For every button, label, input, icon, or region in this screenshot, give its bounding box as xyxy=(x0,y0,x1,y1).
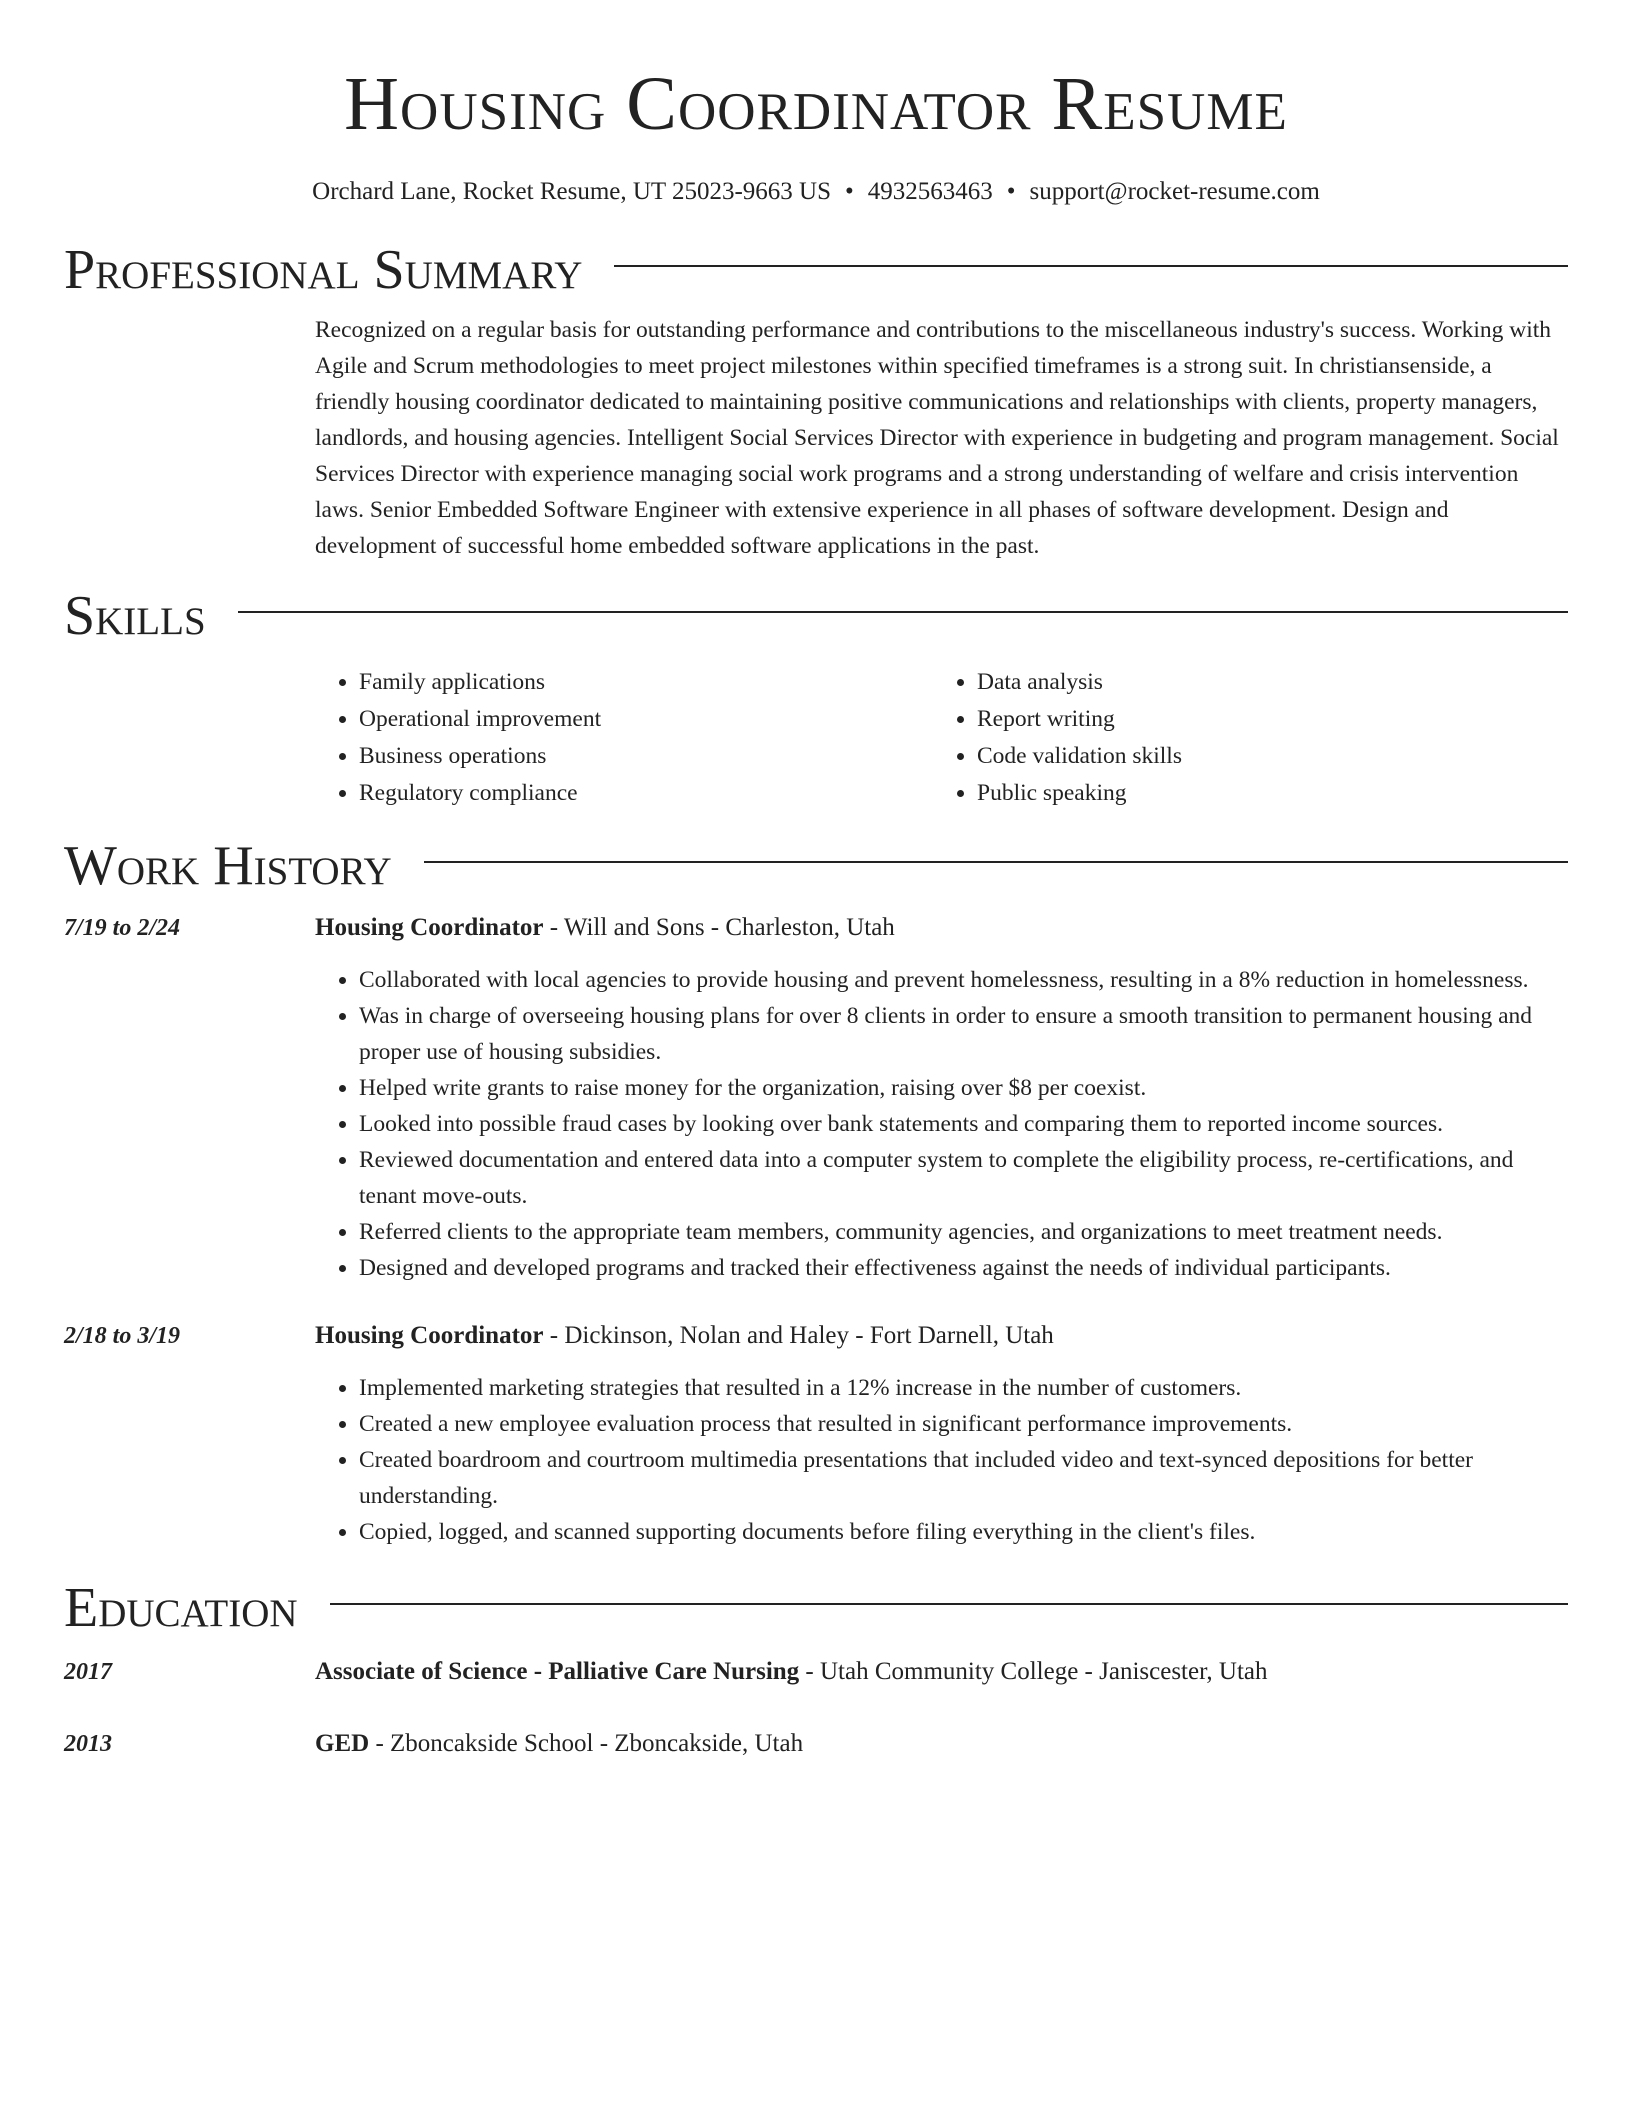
job-bullet: • Reviewed documentation and entered data into a computer system to complete the eligibility process, re-certifications, and tenant move-outs. xyxy=(359,1142,1568,1214)
education-details: - Zboncakside School - Zboncakside, Utah xyxy=(369,1730,804,1757)
summary-heading: Professional Summary xyxy=(64,239,583,301)
job-entry xyxy=(64,1318,1568,1550)
job-details: - Dickinson, Nolan and Haley - Fort Darnell, Utah xyxy=(543,1322,1054,1349)
job-title: Housing Coordinator xyxy=(315,1322,544,1349)
contact-phone: 4932563463 xyxy=(867,178,993,205)
skill-item: • Data analysis xyxy=(977,664,1551,701)
skills-section-header xyxy=(64,584,1568,648)
education-degree: GED xyxy=(315,1730,370,1757)
job-entry xyxy=(64,910,1568,1286)
education-line xyxy=(315,1654,1268,1690)
job-bullet: • Looked into possible fraud cases by looking over bank statements and comparing them to reported income sources. xyxy=(359,1106,1568,1142)
contact-separator: • xyxy=(1006,178,1016,205)
education-entry xyxy=(64,1654,1568,1690)
skills-column-right xyxy=(933,664,1551,812)
education-section-header xyxy=(64,1576,1568,1640)
job-details: - Will and Sons - Charleston, Utah xyxy=(543,914,895,941)
job-title-line xyxy=(315,910,1568,946)
job-bullets xyxy=(315,1370,1568,1550)
skills-column-left xyxy=(315,664,933,812)
education-line xyxy=(315,1726,803,1762)
skill-item: • Business operations xyxy=(359,738,933,775)
education-details: - Utah Community College - Janiscester, Utah xyxy=(799,1658,1268,1685)
summary-body xyxy=(315,312,1568,564)
contact-line xyxy=(64,176,1568,208)
skills-heading: Skills xyxy=(64,585,206,647)
job-bullet: • Created boardroom and courtroom multimedia presentations that included video and text-synced depositions for better understanding. xyxy=(359,1442,1568,1514)
job-bullet: • Collaborated with local agencies to provide housing and prevent homelessness, resulting in a 8% reduction in homelessness. xyxy=(359,962,1568,998)
education-year: 2017 xyxy=(64,1659,112,1685)
job-bullet: • Referred clients to the appropriate team members, community agencies, and organizations to meet treatment needs. xyxy=(359,1214,1568,1250)
job-content xyxy=(315,910,1568,1286)
job-bullets xyxy=(315,962,1568,1286)
job-title-line xyxy=(315,1318,1568,1354)
summary-text: Recognized on a regular basis for outstanding performance and contributions to the miscellaneous industry's success. Working with Agile and Scrum methodologies to meet project milestones within specified timeframes is a strong suit. In christiansenside, a friendly housing coordinator dedicated to maintaining positive communications and relationships with clients, property managers, landlords, and housing agencies. Intelligent Social Services Director with experience in budgeting and program management. Social Services Director with experience managing social work programs and a strong understanding of welfare and crisis intervention laws. Senior Embedded Software Engineer with extensive experience in all phases of software development. Design and development of successful home embedded software applications in the past. xyxy=(315,317,1559,559)
contact-separator: • xyxy=(845,178,854,205)
skill-item: • Code validation skills xyxy=(977,738,1551,775)
contact-address: Orchard Lane, Rocket Resume, UT 25023-9663 US xyxy=(312,178,832,205)
skill-item: • Public speaking xyxy=(977,775,1551,812)
job-title: Housing Coordinator xyxy=(315,914,544,941)
job-bullet: • Helped write grants to raise money for the organization, raising over $8 per coexist. xyxy=(359,1070,1568,1106)
job-bullet: • Created a new employee evaluation process that resulted in significant performance improvements. xyxy=(359,1406,1568,1442)
resume-title: Housing Coordinator Resume xyxy=(344,62,1288,146)
job-content xyxy=(315,1318,1568,1550)
section-divider xyxy=(614,265,1568,267)
job-bullet: • Copied, logged, and scanned supporting documents before filing everything in the client's files. xyxy=(359,1514,1568,1550)
job-bullet: • Was in charge of overseeing housing plans for over 8 clients in order to ensure a smooth transition to permanent housing and proper use of housing subsidies. xyxy=(359,998,1568,1070)
section-divider xyxy=(238,611,1568,613)
work-heading: Work History xyxy=(64,835,392,897)
work-section-header xyxy=(64,834,1568,898)
skill-item: • Family applications xyxy=(359,664,933,701)
education-entry xyxy=(64,1726,1568,1762)
summary-section-header xyxy=(64,238,1568,302)
section-divider xyxy=(424,861,1568,863)
education-degree: Associate of Science - Palliative Care Nursing xyxy=(315,1658,800,1685)
skill-item: • Operational improvement xyxy=(359,701,933,738)
skill-item: • Report writing xyxy=(977,701,1551,738)
contact-email[interactable]: support@rocket-resume.com xyxy=(1029,178,1320,205)
education-heading: Education xyxy=(64,1577,298,1639)
job-dates: 2/18 to 3/19 xyxy=(64,1323,181,1349)
section-divider xyxy=(330,1603,1568,1605)
skill-item: • Regulatory compliance xyxy=(359,775,933,812)
resume-page xyxy=(64,0,1568,1762)
job-bullet: • Implemented marketing strategies that resulted in a 12% increase in the number of customers. xyxy=(359,1370,1568,1406)
skills-list xyxy=(315,664,1568,812)
job-bullet: • Designed and developed programs and tracked their effectiveness against the needs of individual participants. xyxy=(359,1250,1568,1286)
job-dates: 7/19 to 2/24 xyxy=(64,915,181,941)
education-year: 2013 xyxy=(64,1731,112,1757)
